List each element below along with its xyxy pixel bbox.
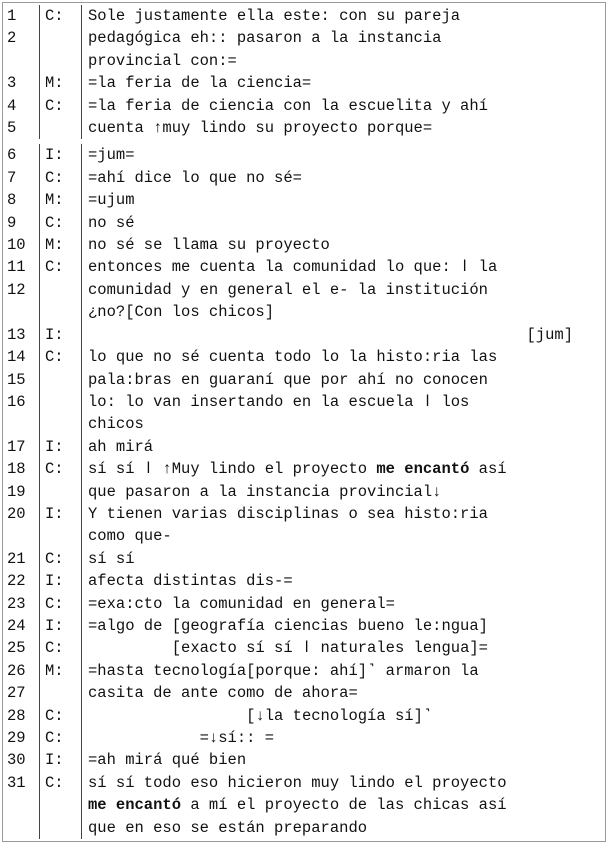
transcript-row <box>7 503 603 525</box>
transcript-row <box>7 413 603 435</box>
utterance-text: lo que no sé cuenta todo lo la histo:ria las <box>88 348 498 367</box>
line-number: 8 <box>7 191 17 210</box>
speaker-label: C: <box>45 168 64 187</box>
transcript-row <box>7 117 603 139</box>
line-number: 21 <box>7 549 26 568</box>
line-number: 27 <box>7 684 26 703</box>
transcript-row <box>7 749 603 771</box>
utterance-text: pedagógica eh:: pasaron a la instancia <box>88 29 442 48</box>
transcript-block <box>7 144 603 839</box>
transcript-row <box>7 391 603 413</box>
line-number: 9 <box>7 213 17 232</box>
line-number: 26 <box>7 661 26 680</box>
utterance-text: afecta distintas dis-= <box>88 572 293 591</box>
line-number: 6 <box>7 146 17 165</box>
transcript-block <box>7 5 603 139</box>
speaker-label: I: <box>45 751 64 770</box>
transcript-row <box>7 5 603 27</box>
speaker-label: M: <box>45 661 64 680</box>
utterance-text: [jum] <box>526 325 573 344</box>
utterance-text: sí sí todo eso hicieron muy lindo el proyecto <box>88 773 507 792</box>
utterance-text: que en eso se están preparando <box>88 818 368 837</box>
line-number: 10 <box>7 236 26 255</box>
transcript-row <box>7 458 603 480</box>
utterance-text: chicos <box>88 415 144 434</box>
utterance-text <box>80 458 603 480</box>
transcript-row <box>7 593 603 615</box>
transcript-row <box>7 525 603 547</box>
utterance-text: ah mirá <box>88 437 154 456</box>
utterance-text: no sé se llama su proyecto <box>88 236 330 255</box>
transcript-row <box>7 548 603 570</box>
line-number: 22 <box>7 572 26 591</box>
utterance-text: pala:bras en guaraní que por ahí no conocen <box>88 370 488 389</box>
speaker-label: I: <box>45 504 64 523</box>
utterance-text: como que- <box>88 527 172 546</box>
transcript-row <box>7 660 603 682</box>
line-number: 11 <box>7 258 26 277</box>
transcript-row <box>7 301 603 323</box>
transcript-row <box>7 95 603 117</box>
transcript-row <box>7 369 603 391</box>
transcript-table <box>7 5 603 839</box>
utterance-text: =ahí dice lo que no sé= <box>88 168 302 187</box>
transcript-row <box>7 705 603 727</box>
transcript-row <box>7 637 603 659</box>
transcript-row <box>7 27 603 49</box>
speaker-label: I: <box>45 437 64 456</box>
line-number: 15 <box>7 370 26 389</box>
utterance-text: =la feria de la ciencia= <box>88 74 312 93</box>
utterance-text: Sole justamente ella este: con su pareja <box>88 7 461 25</box>
utterance-text: =ah mirá qué bien <box>88 751 247 770</box>
utterance-text: =la feria de ciencia con la escuelita y ahí <box>88 96 488 115</box>
utterance-text: sí sí <box>88 549 135 568</box>
speaker-label: C: <box>45 639 64 658</box>
speaker-label: M: <box>45 191 64 210</box>
speaker-label: I: <box>45 572 64 591</box>
line-number: 2 <box>7 29 17 48</box>
line-number: 28 <box>7 706 26 725</box>
line-number: 4 <box>7 96 17 115</box>
transcript-row <box>7 772 603 794</box>
transcript-row <box>7 234 603 256</box>
column-divider <box>81 5 82 139</box>
speaker-label: M: <box>45 74 64 93</box>
line-number: 29 <box>7 729 26 747</box>
emphasis-text: me encantó <box>88 796 182 815</box>
line-number: 12 <box>7 280 26 299</box>
utterance-text: casita de ante como de ahora= <box>88 684 358 703</box>
speaker-label: C: <box>45 729 64 747</box>
line-number: 16 <box>7 392 26 411</box>
line-number: 24 <box>7 616 26 635</box>
transcript-row <box>7 50 603 72</box>
utterance-text: comunidad y en general el e- la institución <box>88 280 488 299</box>
transcript-row <box>7 256 603 278</box>
line-number: 17 <box>7 437 26 456</box>
transcript-row <box>7 144 603 166</box>
utterance-text <box>80 794 603 816</box>
transcript-row <box>7 324 603 346</box>
line-number: 3 <box>7 74 17 93</box>
utterance-text: no sé <box>88 213 135 232</box>
speaker-label: M: <box>45 236 64 255</box>
utterance-text: =jum= <box>88 146 135 165</box>
line-number: 13 <box>7 325 26 344</box>
transcript-row <box>7 212 603 234</box>
line-number: 14 <box>7 348 26 367</box>
utterance-text: =ujum <box>88 191 135 210</box>
line-number: 19 <box>7 482 26 501</box>
transcript-row <box>7 817 603 839</box>
speaker-label: C: <box>45 594 64 613</box>
line-number: 30 <box>7 751 26 770</box>
speaker-label: C: <box>45 549 64 568</box>
speaker-label: C: <box>45 258 64 277</box>
utterance-segment: sí sí ǀ ↑Muy lindo el proyecto <box>88 460 377 479</box>
speaker-label: C: <box>45 706 64 725</box>
utterance-segment: así <box>469 460 507 479</box>
line-number: 20 <box>7 504 26 523</box>
line-number: 5 <box>7 119 17 138</box>
transcript-row <box>7 346 603 368</box>
speaker-label: C: <box>45 96 64 115</box>
speaker-label: C: <box>45 773 64 792</box>
utterance-text: =↓sí:: = <box>88 729 275 747</box>
utterance-text: =hasta tecnología[porque: ahí]˺ armaron la <box>88 661 479 680</box>
transcript-row <box>7 436 603 458</box>
transcript-row <box>7 794 603 816</box>
speaker-label: C: <box>45 460 64 479</box>
transcript-row <box>7 570 603 592</box>
utterance-text: [exacto sí sí ǀ naturales lengua]= <box>88 639 488 658</box>
speaker-label: I: <box>45 616 64 635</box>
utterance-text: cuenta ↑muy lindo su proyecto porque= <box>88 119 433 138</box>
speaker-label: I: <box>45 146 64 165</box>
utterance-text: =algo de [geografía ciencias bueno le:ngua] <box>88 616 488 635</box>
transcript-row <box>7 727 603 749</box>
line-number: 23 <box>7 594 26 613</box>
utterance-text: provincial con:= <box>88 51 237 70</box>
column-divider <box>39 144 40 839</box>
utterance-text: =exa:cto la comunidad en general= <box>88 594 395 613</box>
emphasis-text: me encantó <box>376 460 470 479</box>
line-number: 25 <box>7 639 26 658</box>
transcript-row <box>7 167 603 189</box>
transcript-row <box>7 682 603 704</box>
line-number: 18 <box>7 460 26 479</box>
transcript-row <box>7 615 603 637</box>
column-divider <box>39 5 40 139</box>
speaker-label: I: <box>45 325 64 344</box>
utterance-text: ¿no?[Con los chicos] <box>88 303 275 322</box>
line-number: 1 <box>7 7 17 25</box>
speaker-label: C: <box>45 213 64 232</box>
utterance-segment: a mí el proyecto de las chicas así <box>181 796 507 815</box>
column-divider <box>81 144 82 839</box>
speaker-label: C: <box>45 348 64 367</box>
utterance-text: Y tienen varias disciplinas o sea histo:ria <box>88 504 488 523</box>
utterance-text: entonces me cuenta la comunidad lo que: ǀ la <box>88 258 498 277</box>
utterance-text: que pasaron a la instancia provincial↓ <box>88 482 442 501</box>
transcript-row <box>7 189 603 211</box>
utterance-text: [↓la tecnología sí]˺ <box>88 706 433 725</box>
line-number: 7 <box>7 168 17 187</box>
transcript-row <box>7 72 603 94</box>
transcript-row <box>7 481 603 503</box>
utterance-text: lo: lo van insertando en la escuela ǀ los <box>88 392 470 411</box>
transcript-row <box>7 279 603 301</box>
speaker-label: C: <box>45 7 64 25</box>
line-number: 31 <box>7 773 26 792</box>
